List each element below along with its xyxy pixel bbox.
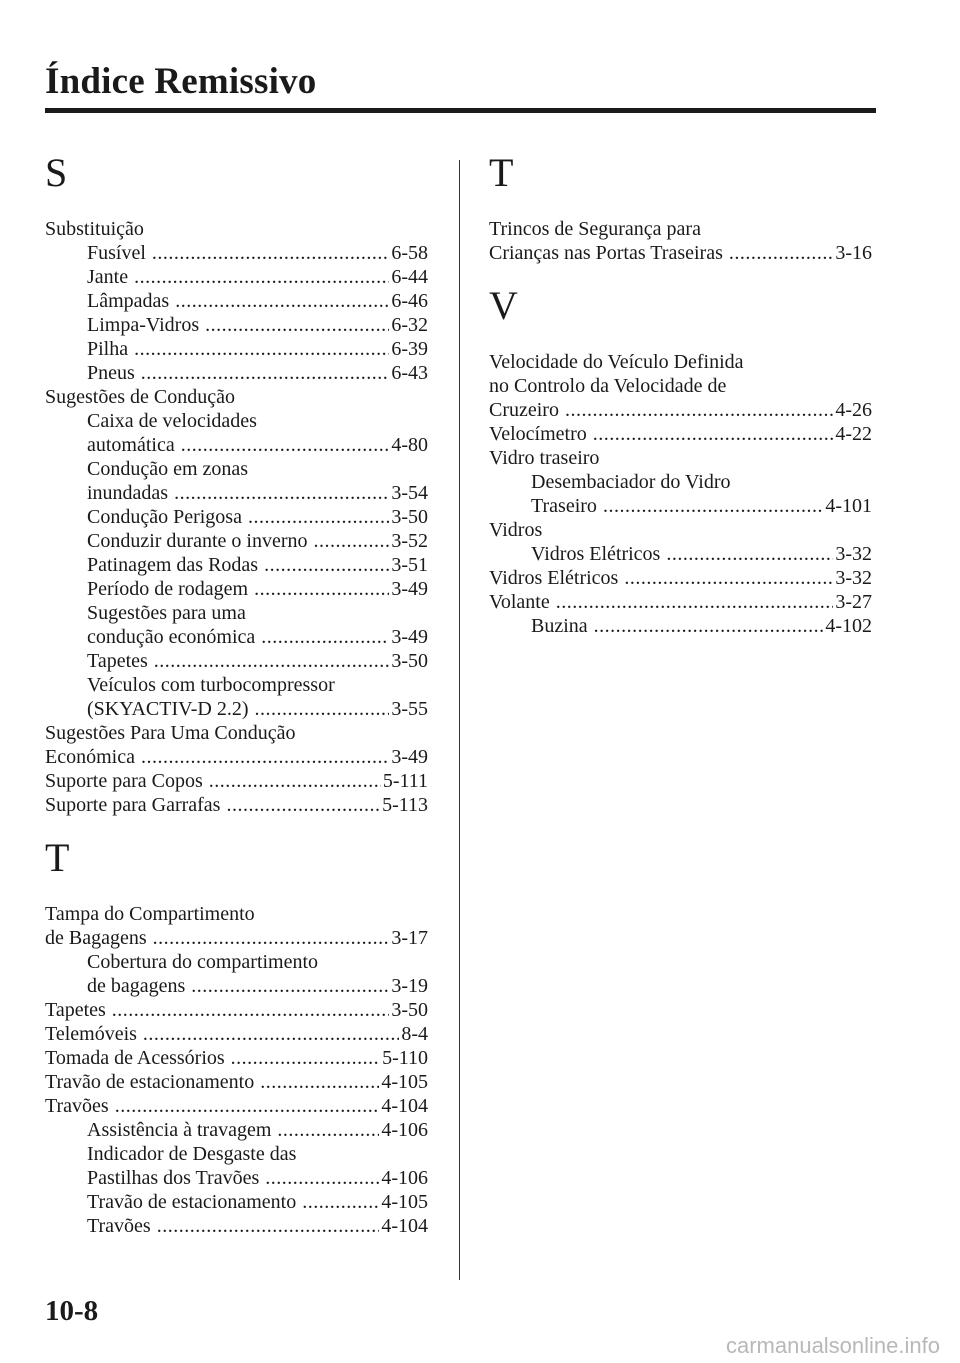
entry-text: Travões <box>87 1215 151 1237</box>
entry-text: Suporte para Garrafas <box>45 794 221 816</box>
entry-text: Condução em zonas <box>87 458 249 480</box>
entry-page-ref: 3-52 <box>391 530 428 552</box>
index-entry <box>45 998 428 1022</box>
index-subentry <box>45 649 428 673</box>
entry-page-ref: 3-50 <box>391 650 428 672</box>
entry-page-ref: 8-4 <box>401 1023 428 1045</box>
entry-text: Fusível <box>87 242 146 264</box>
entry-text: Assistência à travagem <box>87 1119 272 1141</box>
entry-page-ref: 3-51 <box>391 554 428 576</box>
section-letter: V <box>489 283 518 328</box>
index-subentry <box>45 553 428 577</box>
entry-text: Patinagem das Rodas <box>87 554 259 576</box>
index-subentry <box>45 1166 428 1190</box>
entry-page-ref: 4-26 <box>835 399 872 421</box>
entry-text: Tapetes <box>45 999 106 1021</box>
header-rule <box>45 108 876 113</box>
index-entry <box>489 350 872 374</box>
entry-text: Vidro traseiro <box>489 447 600 469</box>
entry-page-ref: 3-32 <box>835 567 872 589</box>
entry-page-ref: 5-113 <box>382 794 428 816</box>
dot-leader <box>153 926 390 950</box>
entry-page-ref: 3-27 <box>835 591 872 613</box>
section-letter: S <box>45 150 68 195</box>
entry-page-ref: 3-19 <box>391 975 428 997</box>
entry-text: Cruzeiro <box>489 399 559 421</box>
index-subentry <box>45 481 428 505</box>
index-subentry <box>489 494 872 518</box>
index-entry <box>489 566 872 590</box>
dot-leader <box>112 998 390 1022</box>
dot-leader <box>624 566 833 590</box>
index-subentry <box>489 470 872 494</box>
entry-page-ref: 3-32 <box>835 543 872 565</box>
index-subentry <box>45 1214 428 1238</box>
entry-page-ref: 6-46 <box>391 290 428 312</box>
entry-text: Travão de estacionamento <box>87 1191 297 1213</box>
entry-page-ref: 6-58 <box>391 242 428 264</box>
dot-leader <box>175 289 389 313</box>
entry-page-ref: 4-80 <box>391 434 428 456</box>
entry-text: Desembaciador do Vidro <box>531 471 731 493</box>
entry-page-ref: 6-32 <box>391 314 428 336</box>
index-subentry <box>45 673 428 697</box>
index-entry <box>45 385 428 409</box>
entry-page-ref: 3-16 <box>835 242 872 264</box>
index-entry <box>489 398 872 422</box>
index-subentry <box>489 614 872 638</box>
dot-leader <box>261 625 389 649</box>
entry-page-ref: 5-110 <box>382 1047 428 1069</box>
dot-leader <box>157 1214 380 1238</box>
index-entry <box>45 769 428 793</box>
entry-text: Pneus <box>87 362 135 384</box>
entry-page-ref: 4-106 <box>381 1119 428 1141</box>
dot-leader <box>594 614 824 638</box>
entry-text: Jante <box>87 266 129 288</box>
entry-text: (SKYACTIV-D 2.2) <box>87 698 249 720</box>
section-letter: T <box>489 150 514 195</box>
entry-text: Travões <box>45 1095 109 1117</box>
entry-text: Cobertura do compartimento <box>87 951 319 973</box>
dot-leader <box>115 1094 380 1118</box>
entry-text: Condução Perigosa <box>87 506 242 528</box>
entry-text: de bagagens <box>87 975 186 997</box>
index-subentry <box>45 505 428 529</box>
index-subentry <box>45 601 428 625</box>
index-entry <box>45 1046 428 1070</box>
entry-text: Buzina <box>531 615 588 637</box>
entry-page-ref: 4-101 <box>825 495 872 517</box>
dot-leader <box>265 1166 379 1190</box>
entry-text: Vidros <box>489 519 543 541</box>
entry-text: Período de rodagem <box>87 578 249 600</box>
entry-page-ref: 3-17 <box>391 927 428 949</box>
dot-leader <box>260 1070 379 1094</box>
dot-leader <box>141 361 390 385</box>
index-subentry <box>45 289 428 313</box>
entry-page-ref: 3-49 <box>391 746 428 768</box>
index-subentry <box>45 313 428 337</box>
index-entry <box>489 422 872 446</box>
dot-leader <box>314 529 390 553</box>
index-entry <box>45 793 428 817</box>
index-entry <box>45 1070 428 1094</box>
index-entry <box>45 745 428 769</box>
entry-page-ref: 4-105 <box>381 1191 428 1213</box>
index-column-left <box>45 150 428 1238</box>
entry-text: Veículos com turbocompressor <box>87 674 335 696</box>
index-subentry <box>45 625 428 649</box>
entry-text: Crianças nas Portas Traseiras <box>489 242 723 264</box>
index-subentry <box>45 697 428 721</box>
index-subentry <box>45 529 428 553</box>
entry-page-ref: 6-39 <box>391 338 428 360</box>
entry-text: Sugestões Para Uma Condução <box>45 722 296 744</box>
entry-text: Lâmpadas <box>87 290 170 312</box>
column-divider <box>459 160 460 1280</box>
dot-leader <box>603 494 823 518</box>
dot-leader <box>254 577 389 601</box>
entry-text: Volante <box>489 591 550 613</box>
dot-leader <box>277 1118 379 1142</box>
index-subentry <box>45 577 428 601</box>
dot-leader <box>174 481 389 505</box>
index-subentry <box>45 457 428 481</box>
entry-page-ref: 3-49 <box>391 578 428 600</box>
dot-leader <box>209 769 381 793</box>
index-entry <box>45 1022 428 1046</box>
entry-text: automática <box>87 434 175 456</box>
index-subentry <box>489 542 872 566</box>
dot-leader <box>254 697 389 721</box>
dot-leader <box>134 265 389 289</box>
entry-text: Caixa de velocidades <box>87 410 257 432</box>
entry-page-ref: 3-50 <box>391 506 428 528</box>
entry-text: Vidros Elétricos <box>489 567 619 589</box>
entry-text: no Controlo da Velocidade de <box>489 375 727 397</box>
dot-leader <box>205 313 389 337</box>
index-subentry <box>45 409 428 433</box>
dot-leader <box>231 1046 380 1070</box>
index-subentry <box>45 361 428 385</box>
index-entry <box>489 590 872 614</box>
entry-text: Indicador de Desgaste das <box>87 1143 297 1165</box>
entry-page-ref: 4-22 <box>835 423 872 445</box>
index-subentry <box>45 241 428 265</box>
dot-leader <box>191 974 389 998</box>
entry-page-ref: 4-105 <box>381 1071 428 1093</box>
entry-text: Pilha <box>87 338 129 360</box>
dot-leader <box>134 337 389 361</box>
entry-text: Suporte para Copos <box>45 770 203 792</box>
entry-page-ref: 5-111 <box>382 770 428 792</box>
entry-text: Substituição <box>45 218 144 240</box>
entry-text: Vidros Elétricos <box>531 543 661 565</box>
dot-leader <box>593 422 834 446</box>
entry-page-ref: 4-106 <box>381 1167 428 1189</box>
section-letter: T <box>45 835 70 880</box>
dot-leader <box>264 553 389 577</box>
index-entry <box>45 1094 428 1118</box>
index-subentry <box>45 1118 428 1142</box>
index-entry <box>489 374 872 398</box>
entry-page-ref: 3-55 <box>391 698 428 720</box>
entry-page-ref: 3-50 <box>391 999 428 1021</box>
entry-page-ref: 3-54 <box>391 482 428 504</box>
entry-text: Tapetes <box>87 650 148 672</box>
index-subentry <box>45 1190 428 1214</box>
entry-text: Limpa-Vidros <box>87 314 200 336</box>
index-entry <box>489 217 872 241</box>
index-entry <box>489 518 872 542</box>
dot-leader <box>565 398 833 422</box>
entry-text: de Bagagens <box>45 927 147 949</box>
index-column-right <box>489 150 872 638</box>
index-entry <box>45 926 428 950</box>
index-subentry <box>45 974 428 998</box>
index-entry <box>489 241 872 265</box>
dot-leader <box>154 649 390 673</box>
dot-leader <box>666 542 833 566</box>
dot-leader <box>141 745 389 769</box>
dot-leader <box>556 590 834 614</box>
dot-leader <box>226 793 380 817</box>
entry-text: Velocidade do Veículo Definida <box>489 351 744 373</box>
dot-leader <box>248 505 389 529</box>
index-entry <box>45 721 428 745</box>
entry-text: condução económica <box>87 626 256 648</box>
index-subentry <box>45 337 428 361</box>
index-subentry <box>45 433 428 457</box>
entry-text: Sugestões para uma <box>87 602 246 624</box>
index-entry <box>489 446 872 470</box>
entry-text: Travão de estacionamento <box>45 1071 255 1093</box>
index-subentry <box>45 1142 428 1166</box>
entry-text: Tampa do Compartimento <box>45 903 255 925</box>
entry-page-ref: 6-43 <box>391 362 428 384</box>
index-entry <box>45 902 428 926</box>
dot-leader <box>302 1190 379 1214</box>
page-title: Índice Remissivo <box>45 61 317 102</box>
entry-text: Económica <box>45 746 135 768</box>
dot-leader <box>152 241 389 265</box>
watermark-text: carmanualsonline.info <box>725 1333 940 1358</box>
entry-text: Tomada de Acessórios <box>45 1047 225 1069</box>
entry-text: Velocímetro <box>489 423 587 445</box>
entry-text: Telemóveis <box>45 1023 137 1045</box>
entry-text: Trincos de Segurança para <box>489 218 701 240</box>
entry-page-ref: 6-44 <box>391 266 428 288</box>
entry-text: Conduzir durante o inverno <box>87 530 308 552</box>
dot-leader <box>181 433 390 457</box>
page-number: 10-8 <box>45 1295 99 1327</box>
dot-leader <box>143 1022 399 1046</box>
entry-page-ref: 4-104 <box>381 1215 428 1237</box>
entry-text: Traseiro <box>531 495 597 517</box>
dot-leader <box>729 241 833 265</box>
entry-page-ref: 4-102 <box>825 615 872 637</box>
index-entry <box>45 217 428 241</box>
entry-text: Pastilhas dos Travões <box>87 1167 260 1189</box>
entry-page-ref: 3-49 <box>391 626 428 648</box>
entry-page-ref: 4-104 <box>381 1095 428 1117</box>
entry-text: Sugestões de Condução <box>45 386 235 408</box>
index-subentry <box>45 950 428 974</box>
index-subentry <box>45 265 428 289</box>
entry-text: inundadas <box>87 482 169 504</box>
